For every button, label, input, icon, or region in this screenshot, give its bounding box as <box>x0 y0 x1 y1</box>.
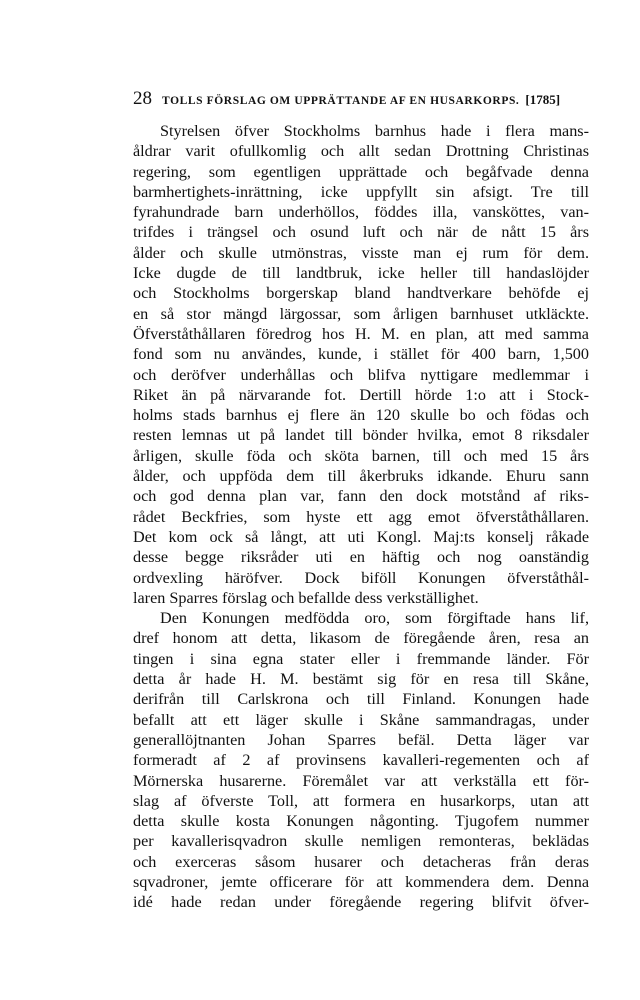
text-line: resten lemnas ut på landet till bönder hvilka, emot 8 riksdaler <box>133 426 589 445</box>
text-line: ålder, och uppföda dem till åkerbruks idkande. Ehuru sann <box>133 467 589 486</box>
text-line: derifrån till Carlskrona och till Finland. Konungen hade <box>133 690 589 709</box>
text-line: och Stockholms borgerskap bland handtverkare behöfde ej <box>133 284 589 303</box>
text-line: och god denna plan var, fann den dock motstånd af riks- <box>133 487 589 506</box>
text-line: fyrahundrade barn underhöllos, föddes illa, vansköttes, van- <box>133 203 589 222</box>
text-line: ordvexling häröfver. Dock biföll Konungen öfverståthål- <box>133 568 589 587</box>
text-line: Öfverståthållaren föredrog hos H. M. en plan, att med samma <box>133 324 589 343</box>
text-line: Icke dugde de till landtbruk, icke heller till handaslöjder <box>133 264 589 283</box>
text-line: detta år hade H. M. bestämt sig för en resa till Skåne, <box>133 670 589 689</box>
text-line: detta skulle kosta Konungen någonting. Tjugofem nummer <box>133 812 589 831</box>
text-line: trifdes i trängsel och osund luft och när de nått 15 års <box>133 223 589 242</box>
text-line: åldrar varit ofullkomlig och allt sedan Drottning Christinas <box>133 142 589 161</box>
body-text <box>133 121 589 913</box>
text-line: Det kom ock så långt, att uti Kongl. Maj:ts konselj råkade <box>133 527 589 546</box>
running-head <box>133 88 588 110</box>
text-line: årligen, skulle föda och sköta barnen, till och med 15 års <box>133 446 589 465</box>
text-line: slag af öfverste Toll, att formera en husarkorps, utan att <box>133 791 589 810</box>
text-line: Styrelsen öfver Stockholms barnhus hade i flera mans- <box>160 122 589 140</box>
text-line: en så stor mängd lärgossar, som årligen barnhuset utkläckte. <box>133 304 589 323</box>
text-line: laren Sparres förslag och befallde dess verkställighet. <box>133 588 479 607</box>
text-line: tingen i sina egna stater eller i fremmande länder. För <box>133 649 589 668</box>
text-line: per kavallerisqvadron skulle nemligen remonteras, beklädas <box>133 832 589 851</box>
text-line: idé hade redan under föregående regering blifvit öfver- <box>133 893 589 912</box>
text-line: desse begge riksråder uti en häftig och nog oanständig <box>133 548 589 567</box>
text-line: rådet Beckfries, som hyste ett agg emot öfverståthållaren. <box>133 507 589 526</box>
text-line: och deröfver underhållas och blifva nyttigare medlemmar i <box>133 365 589 384</box>
text-line: Den Konungen medfödda oro, som förgiftade hans lif, <box>160 609 589 628</box>
text-line: befallt att ett läger skulle i Skåne sammandragas, under <box>133 710 589 729</box>
text-line: fond som nu användes, kunde, i stället för 400 barn, 1,500 <box>133 345 589 364</box>
text-line: Mörnerska husarerne. Föremålet var att verkställa ett för- <box>133 771 589 790</box>
running-head-year: [1785] <box>525 92 561 107</box>
text-line: och exerceras såsom husarer och detacheras från deras <box>133 852 589 871</box>
text-line: holms stads barnhus ej flere än 120 skulle bo och födas och <box>133 406 589 425</box>
text-line: barmhertighets-inrättning, icke uppfyllt sin afsigt. Tre till <box>133 182 589 201</box>
running-head-title: TOLLS FÖRSLAG OM UPPRÄTTANDE AF EN HUSARKORPS. <box>162 95 520 107</box>
text-line: Riket än på närvarande fot. Dertill hörde 1:o att i Stock- <box>133 385 589 404</box>
page-number: 28 <box>133 88 152 109</box>
text-line: formeradt af 2 af provinsens kavalleri-regementen och af <box>133 751 589 770</box>
text-line: ålder och skulle utmönstras, visste man ej rum för dem. <box>133 243 589 262</box>
text-line: dref honom att detta, likasom de föregående åren, resa an <box>133 629 589 648</box>
text-line: regering, som egentligen upprättade och begåfvade denna <box>133 162 589 181</box>
text-line: sqvadroner, jemte officerare för att kommendera dem. Denna <box>133 872 589 891</box>
text-line: generallöjtnanten Johan Sparres befäl. Detta läger var <box>133 730 589 749</box>
